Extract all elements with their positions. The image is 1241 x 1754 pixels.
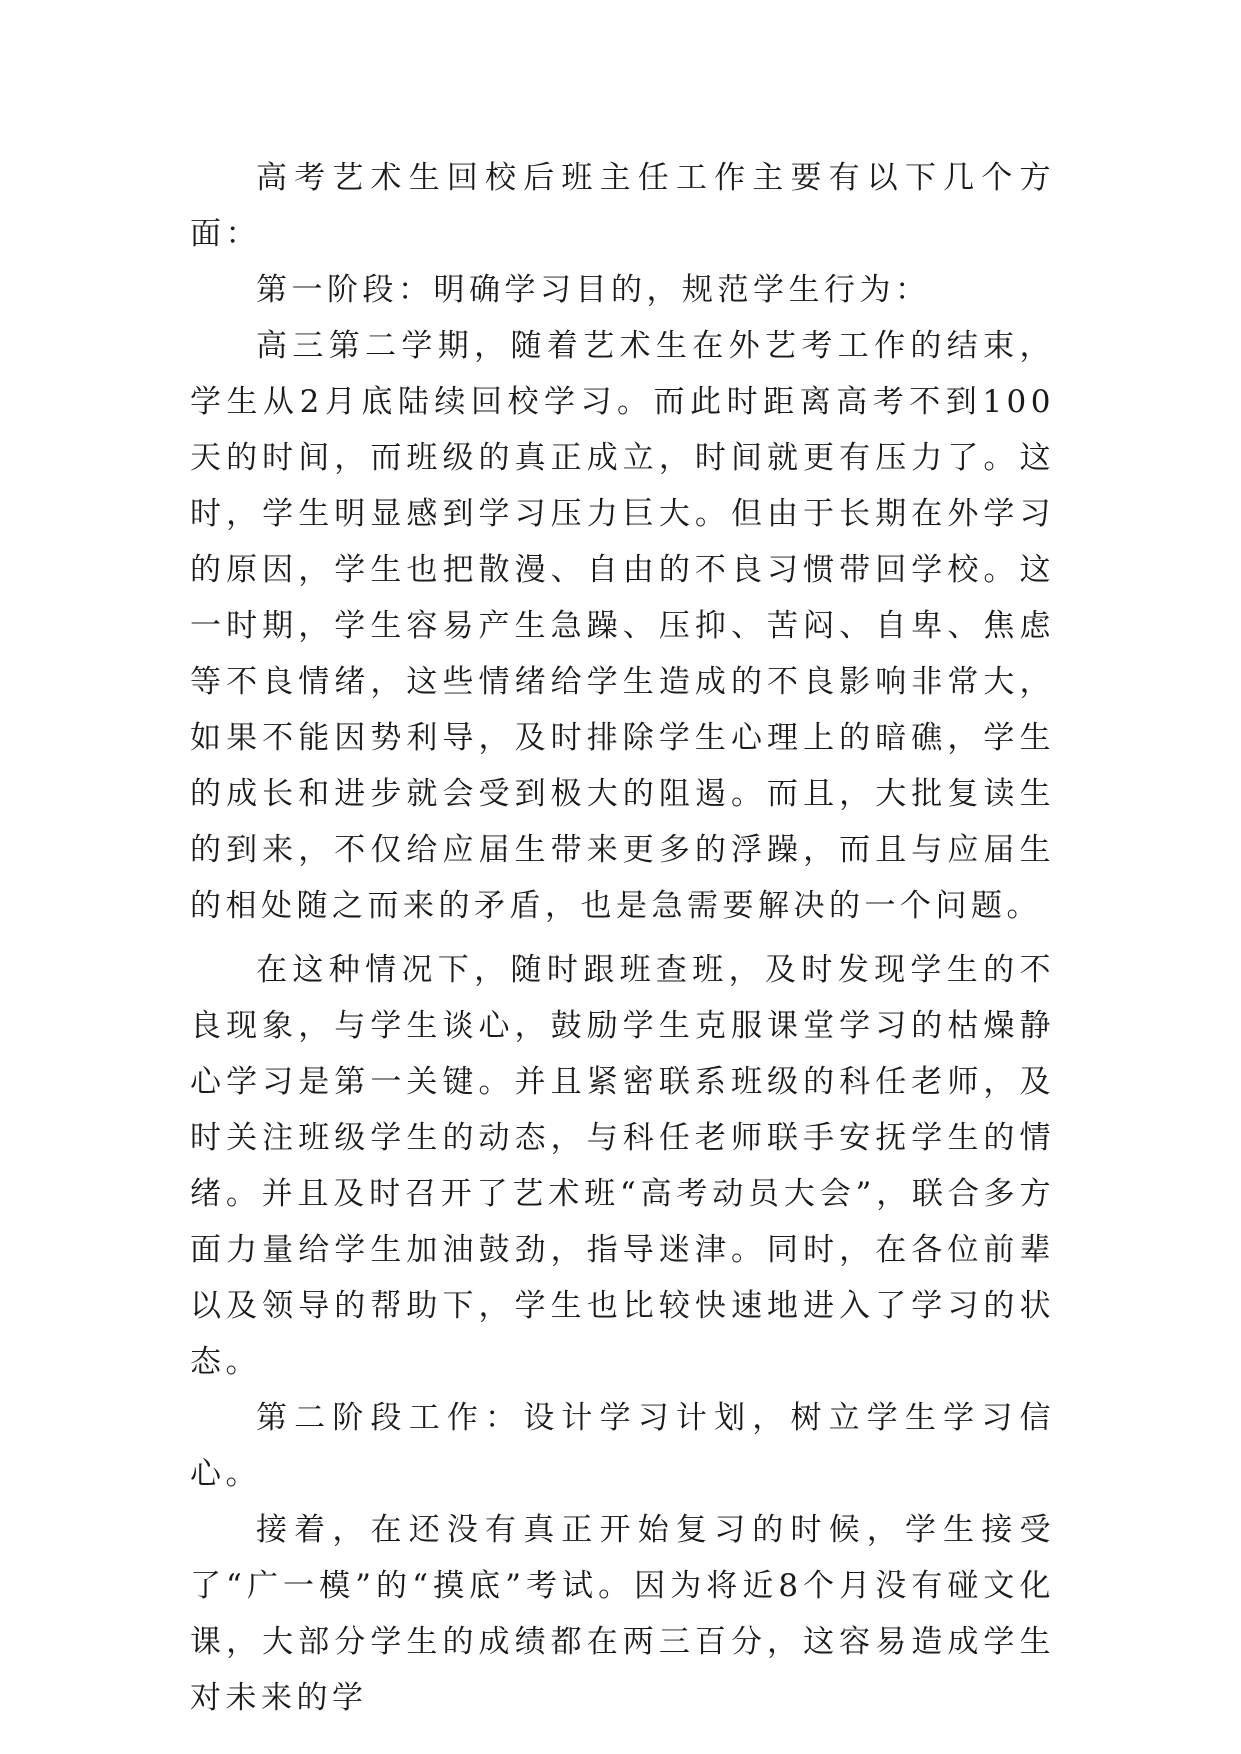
paragraph-stage-two-heading: 第二阶段工作：设计学习计划，树立学生学习信心。 <box>190 1400 1055 1492</box>
paragraph-stage-one-heading: 第一阶段：明确学习目的，规范学生行为： <box>256 272 931 308</box>
paragraph-stage-one-body: 高三第二学期，随着艺术生在外艺考工作的结束，学生从2月底陆续回校学习。而此时距离高考不到100天的时间，而班级的真正成立，时间就更有压力了。这时，学生明显感到学习压力巨大。但由于长期在外学习的原因，学生也把散漫、自由的不良习惯带回学校。这一时期，学生容易产生急躁、压抑、苦闷、自卑、焦虑等不良情绪，这些情绪给学生造成的不良影响非常大，如果不能因势利导，及时排除学生心理上的暗礁，学生的成长和进步就会受到极大的阻遏。而且，大批复读生的到来，不仅给应届生带来更多的浮躁，而且与应届生的相处随之而来的矛盾，也是急需要解决的一个问题。 <box>190 328 1055 924</box>
paragraph-intro: 高考艺术生回校后班主任工作主要有以下几个方面： <box>190 160 1055 252</box>
document-body <box>190 150 1055 1726</box>
paragraph-stage-one-measures: 在这种情况下，随时跟班查班，及时发现学生的不良现象，与学生谈心，鼓励学生克服课堂学习的枯燥静心学习是第一关键。并且紧密联系班级的科任老师，及时关注班级学生的动态，与科任老师联手安抚学生的情绪。并且及时召开了艺术班“高考动员大会”，联合多方面力量给学生加油鼓劲，指导迷津。同时，在各位前辈以及领导的帮助下，学生也比较快速地进入了学习的状态。 <box>190 952 1055 1380</box>
paragraph-stage-two-body: 接着，在还没有真正开始复习的时候，学生接受了“广一模”的“摸底”考试。因为将近8个月没有碰文化课，大部分学生的成绩都在两三百分，这容易造成学生对未来的学 <box>190 1512 1055 1716</box>
